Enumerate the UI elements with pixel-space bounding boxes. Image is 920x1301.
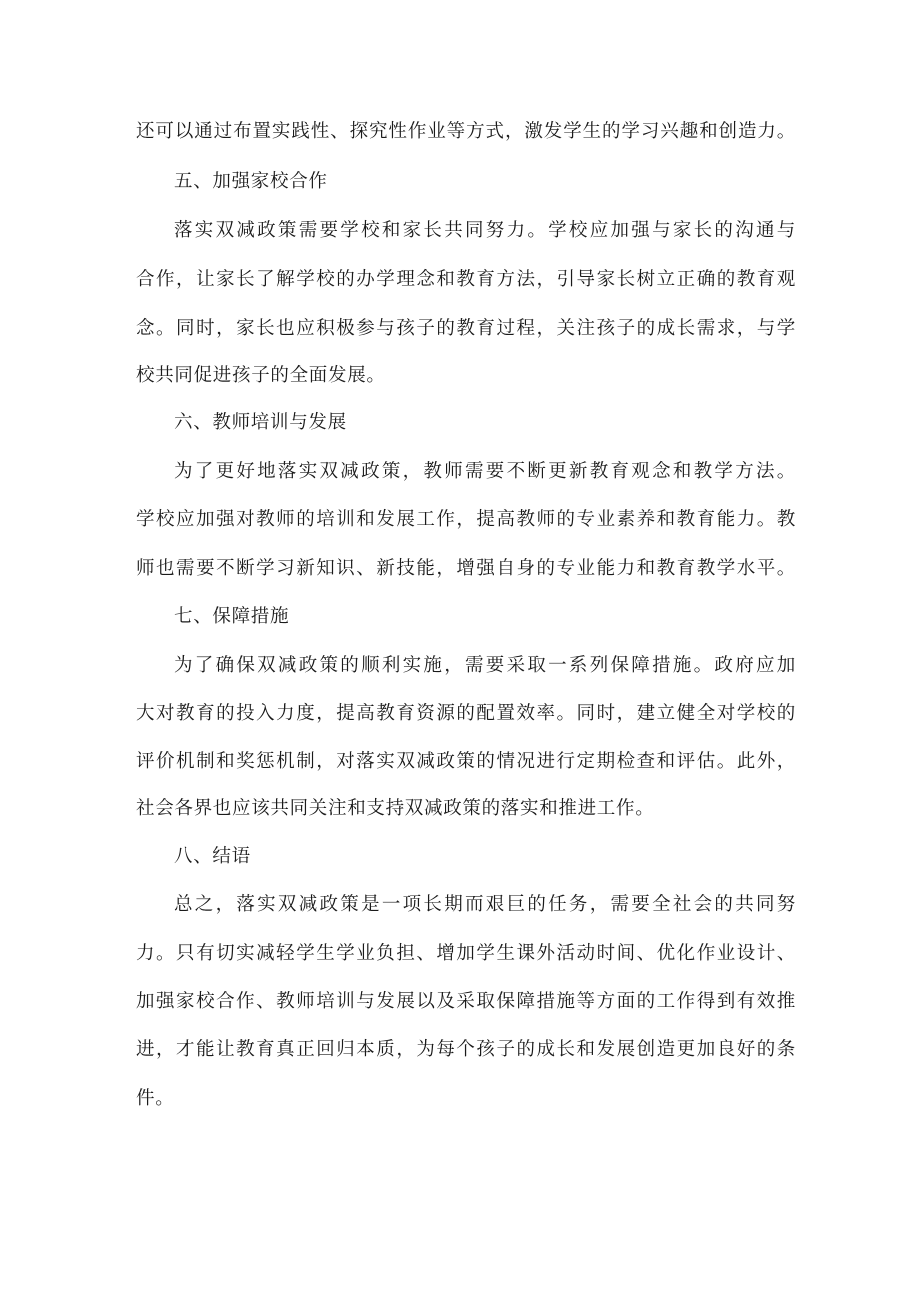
section-heading-8: 八、结语 (174, 846, 251, 867)
paragraph-line: 加强家校合作、教师培训与发展以及采取保障措施等方面的工作得到有效推 (136, 991, 796, 1012)
paragraph-line: 社会各界也应该共同关注和支持双减政策的落实和推进工作。 (136, 798, 655, 819)
paragraph-line: 大对教育的投入力度，提高教育资源的配置效率。同时，建立健全对学校的 (136, 703, 796, 724)
paragraph-line: 师也需要不断学习新知识、新技能，增强自身的专业能力和教育教学水平。 (136, 558, 796, 579)
paragraph-line: 为了更好地落实双减政策，教师需要不断更新教育观念和教学方法。 (174, 461, 796, 482)
paragraph-line: 进，才能让教育真正回归本质，为每个孩子的成长和发展创造更加良好的条 (136, 1039, 796, 1060)
section-heading-5: 五、加强家校合作 (174, 171, 328, 192)
paragraph-line: 力。只有切实减轻学生学业负担、增加学生课外活动时间、优化作业设计、 (136, 943, 796, 964)
section-heading-7: 七、保障措施 (174, 606, 290, 627)
paragraph-line: 念。同时，家长也应积极参与孩子的教育过程，关注孩子的成长需求，与学 (136, 318, 796, 339)
paragraph-line: 为了确保双减政策的顺利实施，需要采取一系列保障措施。政府应加 (174, 655, 796, 676)
paragraph-line: 合作，让家长了解学校的办学理念和教育方法，引导家长树立正确的教育观 (136, 269, 796, 290)
paragraph-line: 落实双减政策需要学校和家长共同努力。学校应加强与家长的沟通与 (174, 220, 796, 241)
section-heading-6: 六、教师培训与发展 (174, 412, 347, 433)
paragraph-line: 件。 (136, 1088, 175, 1109)
paragraph-line: 总之，落实双减政策是一项长期而艰巨的任务，需要全社会的共同努 (174, 894, 796, 915)
paragraph-line: 还可以通过布置实践性、探究性作业等方式，激发学生的学习兴趣和创造力。 (136, 121, 796, 142)
paragraph-line: 校共同促进孩子的全面发展。 (136, 365, 386, 386)
paragraph-line: 评价机制和奖惩机制，对落实双减政策的情况进行定期检查和评估。此外， (136, 751, 796, 772)
paragraph-line: 学校应加强对教师的培训和发展工作，提高教师的专业素养和教育能力。教 (136, 509, 796, 530)
